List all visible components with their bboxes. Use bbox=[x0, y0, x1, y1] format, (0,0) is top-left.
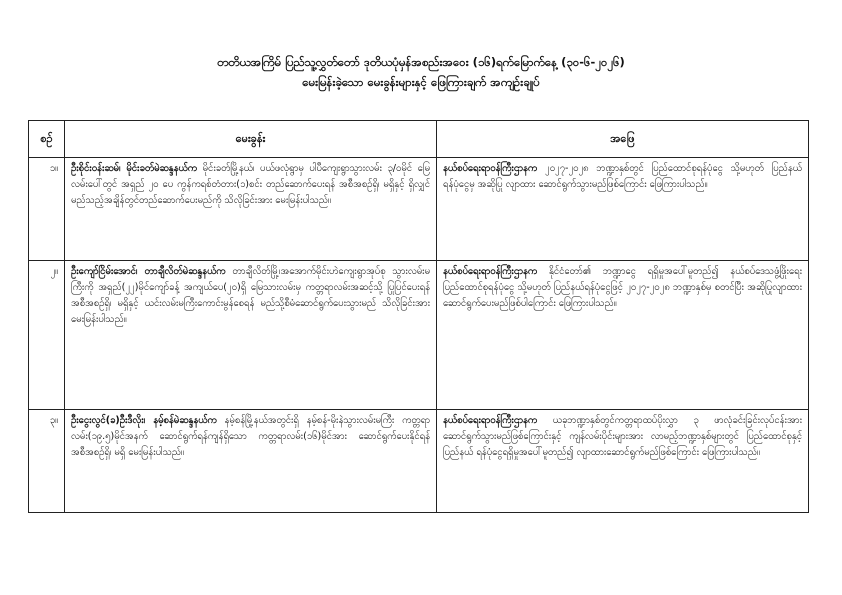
row-number: ၂။ bbox=[29, 261, 65, 410]
question-answer-table bbox=[28, 120, 809, 513]
answer-text: ယခုဘဏ္ဍာနှစ်တွင်ကတ္တရာထပ်ပိုးလွှာ ၃ ဖာလုံခင်းခြင်းလုပ်ငန်းအား ဆောင်ရွက်သွားမည်ဖြစ်ကြောင်းနှင့် ကျန်လမ်းပိုင်းများအား လာမည့်ဘဏ္ဍာနှစ်များတွင် ပြည်ထောင်စုနှင့် ပြည်နယ် ရန်ပုံငွေရရှိမှုအပေါ်မူတည်၍ လျာထားဆောင်ရွက်မည်ဖြစ်ကြောင်း ဖြေကြားပါသည်။ bbox=[443, 415, 802, 458]
answer-speaker: နယ်စပ်ရေးရာဝန်ကြီးဌာနက bbox=[443, 266, 538, 277]
question-speaker: ဦးကျော်ငြိမ်းအောင်၊ တာချီလိတ်မဲဆန္ဒနယ်က bbox=[71, 266, 226, 277]
question-text: တာချီလိတ်မြို့၊အအောက်မိုင်းဟဲကျေးရွာအုပ်စု သွားလမ်းမကြီးကို အရှည်(၂၂)မိုင်ကျော်ခန့် အကျယ်ပေ(၂၀)ရှိ မြေသားလမ်းမှ ကတ္တရာလမ်းအဆင့်သို့ ပြုပြင်ပေးရန် အစီအစဉ်ရှိ၊ မရှိနှင့် ယင်းလမ်းမကြီးကောင်းမွန်စေရန် မည်သို့စီမံဆောင်ရွက်ပေးသွားမည် သိလိုခြင်းအား မေးမြန်းပါသည်။ bbox=[71, 266, 431, 325]
table-row bbox=[29, 410, 809, 513]
row-number: ၁။ bbox=[29, 158, 65, 261]
question-speaker: ဦးငွေးလွင်(ခ)ဦးဒီလိုး၊ နမ့်စန်မဲဆန္ဒနယ်က bbox=[71, 415, 217, 426]
document-subtitle: မေးမြန်းခဲ့သော မေးခွန်းများနှင့် ဖြေကြားချက် အကျဉ်းချုပ် bbox=[302, 75, 540, 89]
table-row bbox=[29, 261, 809, 410]
document-title: တတိယအကြိမ် ပြည်သူ့လွှတ်တော် ဒုတိယပုံမှန်အစည်းအဝေး (၁၆)ရက်မြောက်နေ့ (၃၀-၆-၂၀၂၆) bbox=[217, 55, 625, 69]
question-text: နမ့်စန်မြို့နယ်အတွင်းရှိ နမ့်စန်-မိုးနဲသွားလမ်းမကြီး ကတ္တရာလမ်း(၁၉.၅)မိုင်အနက် ဆောင်ရွက်ရန်ကျန်ရှိသော ကတ္တရာလမ်း(၁၆)မိုင်အား ဆောင်ရွက်ပေးနိုင်ရန် အစီအစဉ်ရှိ၊ မရှိ မေးမြန်းပါသည်။ bbox=[71, 415, 430, 458]
question-cell bbox=[65, 158, 437, 261]
answer-text: နိုင်ငံတော်၏ ဘဏ္ဍာငွေ ရရှိမှုအပေါ်မူတည်၍ နယ်စပ်ဒေသဖွံ့ဖြိုးရေး ပြည်ထောင်စုရန်ပုံငွေ သို့မဟုတ် ပြည်နယ်ရန်ပုံငွေဖြင့် ၂၀၂၇-၂၀၂၈ ဘဏ္ဍာနှစ်မှ စတင်ပြီး အဆိုပြုလျာထားဆောင်ရွက်ပေးမည်ဖြစ်ပါကြောင်း ဖြေကြားပါသည်။ bbox=[443, 266, 802, 309]
answer-cell bbox=[437, 410, 809, 513]
header-question: မေးခွန်း bbox=[65, 121, 437, 158]
question-cell bbox=[65, 410, 437, 513]
answer-speaker: နယ်စပ်ရေးရာဝန်ကြီးဌာနက bbox=[443, 415, 538, 426]
answer-cell bbox=[437, 261, 809, 410]
question-speaker: ဦးစိုင်းဝန်းဆမ်၊ မိုင်းခတ်မဲဆန္ဒနယ်က bbox=[71, 163, 198, 174]
answer-text: ၂၀၂၇-၂၀၂၈ ဘဏ္ဍာနှစ်တွင် ပြည်ထောင်စုရန်ပုံငွေ သို့မဟုတ် ပြည်နယ်ရန်ပုံငွေမှ အဆိုပြု လျာထား ဆောင်ရွက်သွားမည်ဖြစ်ကြောင်း ဖြေကြားပါသည်။ bbox=[443, 163, 802, 190]
question-text: မိုင်းခတ်မြို့နယ်၊ ပယ်ဖလုံရွာမှ ပါပီကျေးရွာသွားလမ်း ၃/၀မိုင် မြေလမ်းပေါ်တွင် အရှည် ၂၀ ပေ ကွန်ကရစ်တံတား(၁)စင်း တည်ဆောက်ပေးရန် အစီအစဉ်ရှိ၊ မရှိနှင့် ရှိလျှင်မည်သည့်အချိန်တွင်တည်ဆောက်ပေးမည်ကို သိလိုခြင်းအား မေးမြန်းပါသည်။ bbox=[71, 163, 430, 206]
header-number: စဉ် bbox=[29, 121, 65, 158]
answer-cell bbox=[437, 158, 809, 261]
header-answer: အဖြေ bbox=[437, 121, 809, 158]
table-header-row bbox=[29, 121, 809, 158]
row-number: ၃။ bbox=[29, 410, 65, 513]
answer-speaker: နယ်စပ်ရေးရာဝန်ကြီးဌာနက bbox=[443, 163, 538, 174]
question-cell bbox=[65, 261, 437, 410]
table-row bbox=[29, 158, 809, 261]
